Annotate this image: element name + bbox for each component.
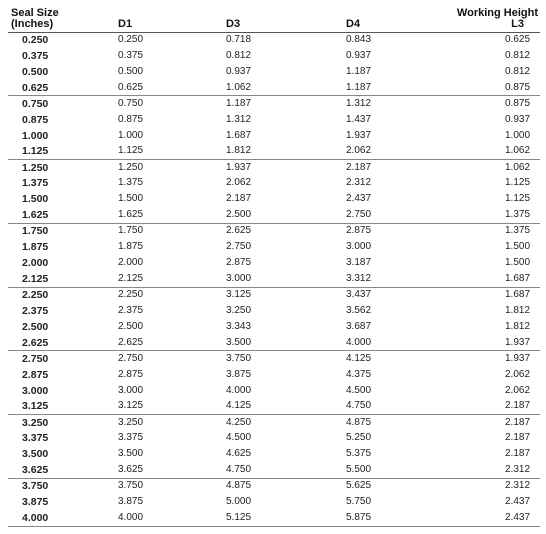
- cell-d1: 2.625: [68, 335, 178, 351]
- cell-d3: 3.875: [226, 368, 252, 380]
- table-row: [8, 383, 540, 399]
- cell-d3: 0.718: [226, 34, 252, 46]
- cell-working-height: 0.937: [505, 113, 531, 125]
- cell-d1: 0.875: [118, 113, 144, 125]
- table-header: [8, 3, 540, 32]
- cell-working-height: 2.187: [505, 448, 531, 460]
- cell-d3: 2.062: [226, 177, 252, 189]
- cell-working-height: 1.375: [418, 207, 540, 223]
- table-row: [8, 80, 540, 96]
- cell-working-height: 1.062: [418, 144, 540, 160]
- cell-d4: 5.750: [346, 496, 372, 508]
- cell-d3: 4.000: [226, 384, 252, 396]
- cell-d3: 2.187: [226, 193, 252, 205]
- cell-seal-size: 2.375: [22, 304, 49, 317]
- cell-seal-size: 1.500: [22, 193, 49, 206]
- cell-d1: 2.125: [68, 271, 178, 287]
- cell-seal-size: 2.250: [22, 289, 49, 302]
- cell-working-height: 2.062: [505, 384, 531, 396]
- table-row: [8, 144, 540, 160]
- cell-working-height: 2.437: [505, 496, 531, 508]
- cell-working-height: 2.312: [505, 480, 531, 492]
- cell-d4: 2.750: [298, 207, 418, 223]
- cell-d4: 2.437: [346, 193, 372, 205]
- cell-d3: 4.250: [226, 416, 252, 428]
- cell-d4: 1.437: [346, 113, 372, 125]
- cell-d1: 1.000: [118, 129, 144, 141]
- cell-d1: 3.375: [118, 432, 144, 444]
- table-row: [8, 510, 540, 526]
- cell-working-height: 2.062: [505, 368, 531, 380]
- cell-seal-size: 2.500: [22, 320, 49, 333]
- cell-seal-size: 0.375: [22, 49, 49, 62]
- table-row: [8, 303, 540, 319]
- cell-d4: 5.500: [298, 462, 418, 478]
- cell-seal-size: 2.750: [22, 352, 49, 365]
- table-row: [8, 48, 540, 64]
- table-body: [8, 32, 540, 526]
- header-d1: D1: [118, 17, 133, 30]
- table-row: [8, 175, 540, 191]
- cell-d3: 5.125: [178, 510, 298, 526]
- cell-d3: 2.500: [178, 207, 298, 223]
- cell-d3: 3.000: [178, 271, 298, 287]
- cell-seal-size: 1.125: [8, 144, 68, 160]
- cell-seal-size: 3.625: [8, 462, 68, 478]
- cell-working-height: 1.937: [505, 352, 531, 364]
- table-row: [8, 239, 540, 255]
- table-row: [8, 112, 540, 128]
- cell-d1: 2.375: [118, 304, 144, 316]
- cell-d3: 1.937: [226, 161, 252, 173]
- cell-d4: 4.500: [346, 384, 372, 396]
- header-working-height-line2: L3: [511, 17, 524, 30]
- cell-working-height: 1.812: [505, 320, 531, 332]
- cell-working-height: 0.812: [505, 49, 531, 61]
- table-row: [8, 64, 540, 80]
- cell-d1: 3.500: [118, 448, 144, 460]
- cell-d4: 5.250: [346, 432, 372, 444]
- cell-d3: 3.500: [178, 335, 298, 351]
- cell-working-height: 1.687: [418, 271, 540, 287]
- cell-working-height: 2.437: [418, 510, 540, 526]
- cell-seal-size: 3.250: [22, 416, 49, 429]
- table-row: [8, 415, 540, 431]
- cell-d4: 5.875: [298, 510, 418, 526]
- cell-d1: 3.625: [68, 462, 178, 478]
- cell-working-height: 1.375: [505, 225, 531, 237]
- cell-d3: 1.187: [226, 97, 252, 109]
- cell-d4: 4.000: [298, 335, 418, 351]
- table-row: [8, 446, 540, 462]
- cell-d1: 4.000: [68, 510, 178, 526]
- cell-working-height: 1.000: [505, 129, 531, 141]
- header-seal-size: [8, 3, 68, 32]
- header-row: [8, 3, 540, 32]
- cell-d4: 5.375: [346, 448, 372, 460]
- cell-d4: 4.750: [298, 399, 418, 415]
- cell-d4: 1.312: [346, 97, 372, 109]
- cell-seal-size: 3.750: [22, 480, 49, 493]
- cell-d1: 0.375: [118, 49, 144, 61]
- cell-d3: 1.062: [178, 80, 298, 96]
- cell-working-height: 1.125: [505, 193, 531, 205]
- cell-d1: 2.750: [118, 352, 144, 364]
- cell-d3: 4.500: [226, 432, 252, 444]
- table-row: [8, 351, 540, 367]
- cell-d4: 2.875: [346, 225, 372, 237]
- cell-d1: 1.875: [118, 241, 144, 253]
- cell-d4: 3.687: [346, 320, 372, 332]
- cell-seal-size: 1.000: [22, 129, 49, 142]
- cell-d3: 2.750: [226, 241, 252, 253]
- cell-seal-size: 1.375: [22, 177, 49, 190]
- cell-d4: 3.000: [346, 241, 372, 253]
- table-row: [8, 32, 540, 48]
- cell-seal-size: 0.625: [8, 80, 68, 96]
- cell-seal-size: 3.375: [22, 432, 49, 445]
- cell-d1: 0.625: [68, 80, 178, 96]
- cell-seal-size: 0.750: [22, 97, 49, 110]
- cell-working-height: 0.812: [505, 65, 531, 77]
- table-row: [8, 399, 540, 415]
- cell-d1: 2.000: [118, 257, 144, 269]
- cell-seal-size: 2.625: [8, 335, 68, 351]
- cell-d4: 3.312: [298, 271, 418, 287]
- cell-d1: 1.625: [68, 207, 178, 223]
- table-row: [8, 335, 540, 351]
- cell-seal-size: 3.000: [22, 384, 49, 397]
- cell-d3: 3.750: [226, 352, 252, 364]
- cell-d3: 3.343: [226, 320, 252, 332]
- cell-d1: 2.875: [118, 368, 144, 380]
- cell-working-height: 2.187: [505, 432, 531, 444]
- cell-d3: 3.125: [226, 289, 252, 301]
- header-working-height-line1: Working Height: [456, 6, 538, 19]
- cell-seal-size: 3.125: [8, 399, 68, 415]
- cell-seal-size: 0.250: [22, 34, 49, 47]
- cell-working-height: 1.062: [505, 161, 531, 173]
- header-seal-size-line2: (Inches): [11, 17, 54, 30]
- table-row: [8, 271, 540, 287]
- cell-seal-size: 4.000: [8, 510, 68, 526]
- table-row: [8, 255, 540, 271]
- cell-working-height: 2.187: [505, 416, 531, 428]
- cell-d1: 2.500: [118, 320, 144, 332]
- cell-d1: 1.250: [118, 161, 144, 173]
- cell-d1: 0.250: [118, 34, 144, 46]
- cell-d3: 4.875: [226, 480, 252, 492]
- table-row: [8, 430, 540, 446]
- cell-d3: 1.312: [226, 113, 252, 125]
- cell-d4: 1.187: [346, 65, 372, 77]
- cell-d1: 3.250: [118, 416, 144, 428]
- cell-d1: 2.250: [118, 289, 144, 301]
- cell-d4: 4.375: [346, 368, 372, 380]
- header-working-height: [418, 3, 540, 32]
- cell-seal-size: 2.125: [8, 271, 68, 287]
- cell-working-height: 1.500: [505, 241, 531, 253]
- cell-working-height: 1.125: [505, 177, 531, 189]
- header-d3: D3: [226, 17, 241, 30]
- cell-d4: 4.875: [346, 416, 372, 428]
- cell-working-height: 1.687: [505, 289, 531, 301]
- table-row: [8, 367, 540, 383]
- cell-d1: 3.125: [68, 399, 178, 415]
- cell-seal-size: 0.875: [22, 113, 49, 126]
- cell-d4: 0.937: [346, 49, 372, 61]
- header-seal-size-line1: Seal Size: [11, 6, 59, 19]
- cell-d3: 4.125: [178, 399, 298, 415]
- cell-d1: 1.750: [118, 225, 144, 237]
- cell-d3: 2.875: [226, 257, 252, 269]
- cell-d4: 2.062: [298, 144, 418, 160]
- cell-seal-size: 3.500: [22, 448, 49, 461]
- table-row: [8, 96, 540, 112]
- cell-seal-size: 2.875: [22, 368, 49, 381]
- cell-d3: 0.937: [226, 65, 252, 77]
- cell-working-height: 0.875: [505, 97, 531, 109]
- cell-seal-size: 1.750: [22, 225, 49, 238]
- table-row: [8, 287, 540, 303]
- cell-d1: 3.750: [118, 480, 144, 492]
- cell-d1: 1.125: [68, 144, 178, 160]
- cell-d3: 1.812: [178, 144, 298, 160]
- cell-seal-size: 1.625: [8, 207, 68, 223]
- cell-d4: 3.562: [346, 304, 372, 316]
- table-row: [8, 462, 540, 478]
- cell-d4: 5.625: [346, 480, 372, 492]
- cell-d3: 2.625: [226, 225, 252, 237]
- cell-d4: 3.437: [346, 289, 372, 301]
- cell-working-height: 0.625: [505, 34, 531, 46]
- cell-working-height: 2.312: [418, 462, 540, 478]
- cell-d1: 0.500: [118, 65, 144, 77]
- cell-d4: 4.125: [346, 352, 372, 364]
- cell-d4: 3.187: [346, 257, 372, 269]
- cell-d1: 3.875: [118, 496, 144, 508]
- cell-d3: 1.687: [226, 129, 252, 141]
- cell-d1: 1.500: [118, 193, 144, 205]
- cell-d3: 5.000: [226, 496, 252, 508]
- cell-d3: 3.250: [226, 304, 252, 316]
- table-row: [8, 128, 540, 144]
- cell-d3: 0.812: [226, 49, 252, 61]
- cell-working-height: 1.937: [418, 335, 540, 351]
- table-row: [8, 319, 540, 335]
- cell-working-height: 1.500: [505, 257, 531, 269]
- seal-dimensions-table: [8, 3, 540, 527]
- cell-working-height: 2.187: [418, 399, 540, 415]
- cell-seal-size: 1.250: [22, 161, 49, 174]
- table-row: [8, 494, 540, 510]
- cell-seal-size: 0.500: [22, 65, 49, 78]
- cell-working-height: 0.875: [418, 80, 540, 96]
- table-row: [8, 478, 540, 494]
- cell-working-height: 1.812: [505, 304, 531, 316]
- cell-d3: 4.625: [226, 448, 252, 460]
- table-row: [8, 160, 540, 176]
- header-d4: D4: [346, 17, 361, 30]
- cell-d4: 1.937: [346, 129, 372, 141]
- cell-seal-size: 2.000: [22, 257, 49, 270]
- cell-seal-size: 1.875: [22, 241, 49, 254]
- cell-d1: 0.750: [118, 97, 144, 109]
- cell-d1: 3.000: [118, 384, 144, 396]
- cell-d1: 1.375: [118, 177, 144, 189]
- table-row: [8, 223, 540, 239]
- cell-d4: 1.187: [298, 80, 418, 96]
- cell-d3: 4.750: [178, 462, 298, 478]
- table-row: [8, 191, 540, 207]
- cell-d4: 2.312: [346, 177, 372, 189]
- cell-d4: 2.187: [346, 161, 372, 173]
- table-row: [8, 207, 540, 223]
- cell-d4: 0.843: [346, 34, 372, 46]
- cell-seal-size: 3.875: [22, 496, 49, 509]
